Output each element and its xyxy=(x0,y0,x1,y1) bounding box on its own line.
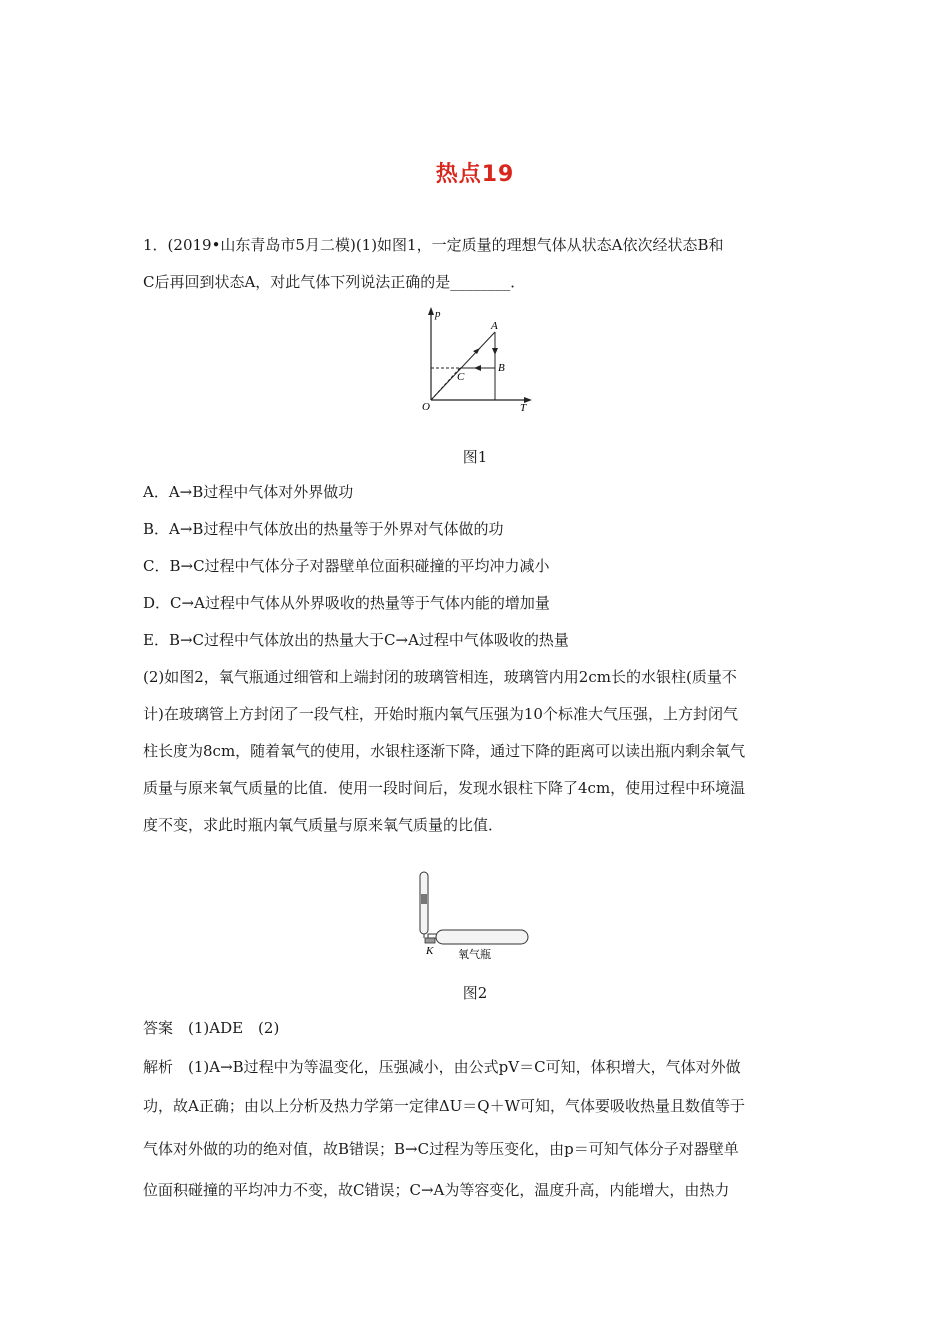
label-t: T xyxy=(520,402,527,414)
figure-2-caption: 图2 xyxy=(462,984,488,1002)
label-b: B xyxy=(498,362,505,374)
dashed-origin-line xyxy=(431,368,460,400)
analysis-line-3: 气体对外做的功的绝对值，故B错误；B→C过程为等压变化，由p＝可知气体分子对器壁单 xyxy=(143,1140,739,1158)
part2-line-5: 度不变，求此时瓶内氧气质量与原来氧气质量的比值． xyxy=(143,816,504,834)
option-c: C．B→C过程中气体分子对器壁单位面积碰撞的平均冲力减小 xyxy=(143,557,550,575)
mercury-column xyxy=(421,894,427,904)
label-bottle: 氧气瓶 xyxy=(458,949,491,961)
figure-2-oxygen-bottle xyxy=(412,868,537,963)
option-e: E．B→C过程中气体放出的热量大于C→A过程中气体吸收的热量 xyxy=(143,631,569,649)
option-b: B．A→B过程中气体放出的热量等于外界对气体做的功 xyxy=(143,520,504,538)
part2-line-2: 计)在玻璃管上方封闭了一段气柱，开始时瓶内氧气压强为10个标准大气压强，上方封闭气 xyxy=(143,705,738,723)
option-a: A．A→B过程中气体对外界做功 xyxy=(143,483,354,501)
label-c: C xyxy=(457,371,465,383)
label-o: O xyxy=(422,401,430,413)
arrow-c-to-a xyxy=(473,348,480,354)
p-axis-arrow xyxy=(428,307,434,315)
part2-line-3: 柱长度为8cm，随着氧气的使用，水银柱逐渐下降，通过下降的距离可以读出瓶内剩余氧气 xyxy=(143,742,746,760)
arrow-b-to-c xyxy=(474,365,481,371)
part2-line-1: (2)如图2，氧气瓶通过细管和上端封闭的玻璃管相连，玻璃管内用2cm长的水银柱(质量不 xyxy=(143,668,737,686)
label-k: K xyxy=(426,945,434,957)
part2-line-4: 质量与原来氧气质量的比值．使用一段时间后，发现水银柱下降了4cm，使用过程中环境温 xyxy=(143,779,746,797)
label-a: A xyxy=(491,320,498,332)
analysis-line-2: 功，故A正确；由以上分析及热力学第一定律ΔU＝Q＋W可知，气体要吸收热量且数值等于 xyxy=(143,1097,746,1115)
answer-line: 答案 (1)ADE (2) xyxy=(143,1019,280,1037)
analysis-line-4: 位面积碰撞的平均冲力不变，故C错误；C→A为等容变化，温度升高，内能增大，由热力 xyxy=(143,1181,730,1199)
arrow-a-to-b xyxy=(492,348,498,355)
analysis-line-1: 解析 (1)A→B过程中为等温变化，压强减小，由公式pV＝C可知，体积增大，气体对外做 xyxy=(143,1058,741,1076)
figure-1-caption: 图1 xyxy=(462,448,488,466)
option-d: D．C→A过程中气体从外界吸收的热量等于气体内能的增加量 xyxy=(143,594,550,612)
question-intro-line-2: C后再回到状态A，对此气体下列说法正确的是________． xyxy=(143,273,526,291)
figure-1-pt-diagram xyxy=(410,305,540,415)
bottle-body xyxy=(436,930,528,944)
line-c-to-a xyxy=(431,332,495,400)
label-p: p xyxy=(435,308,441,320)
valve xyxy=(425,938,435,943)
question-intro-line-1: 1．(2019•山东青岛市5月二模)(1)如图1，一定质量的理想气体从状态A依次经状态B和 xyxy=(143,236,724,254)
page-title: 热点19 xyxy=(435,162,515,187)
